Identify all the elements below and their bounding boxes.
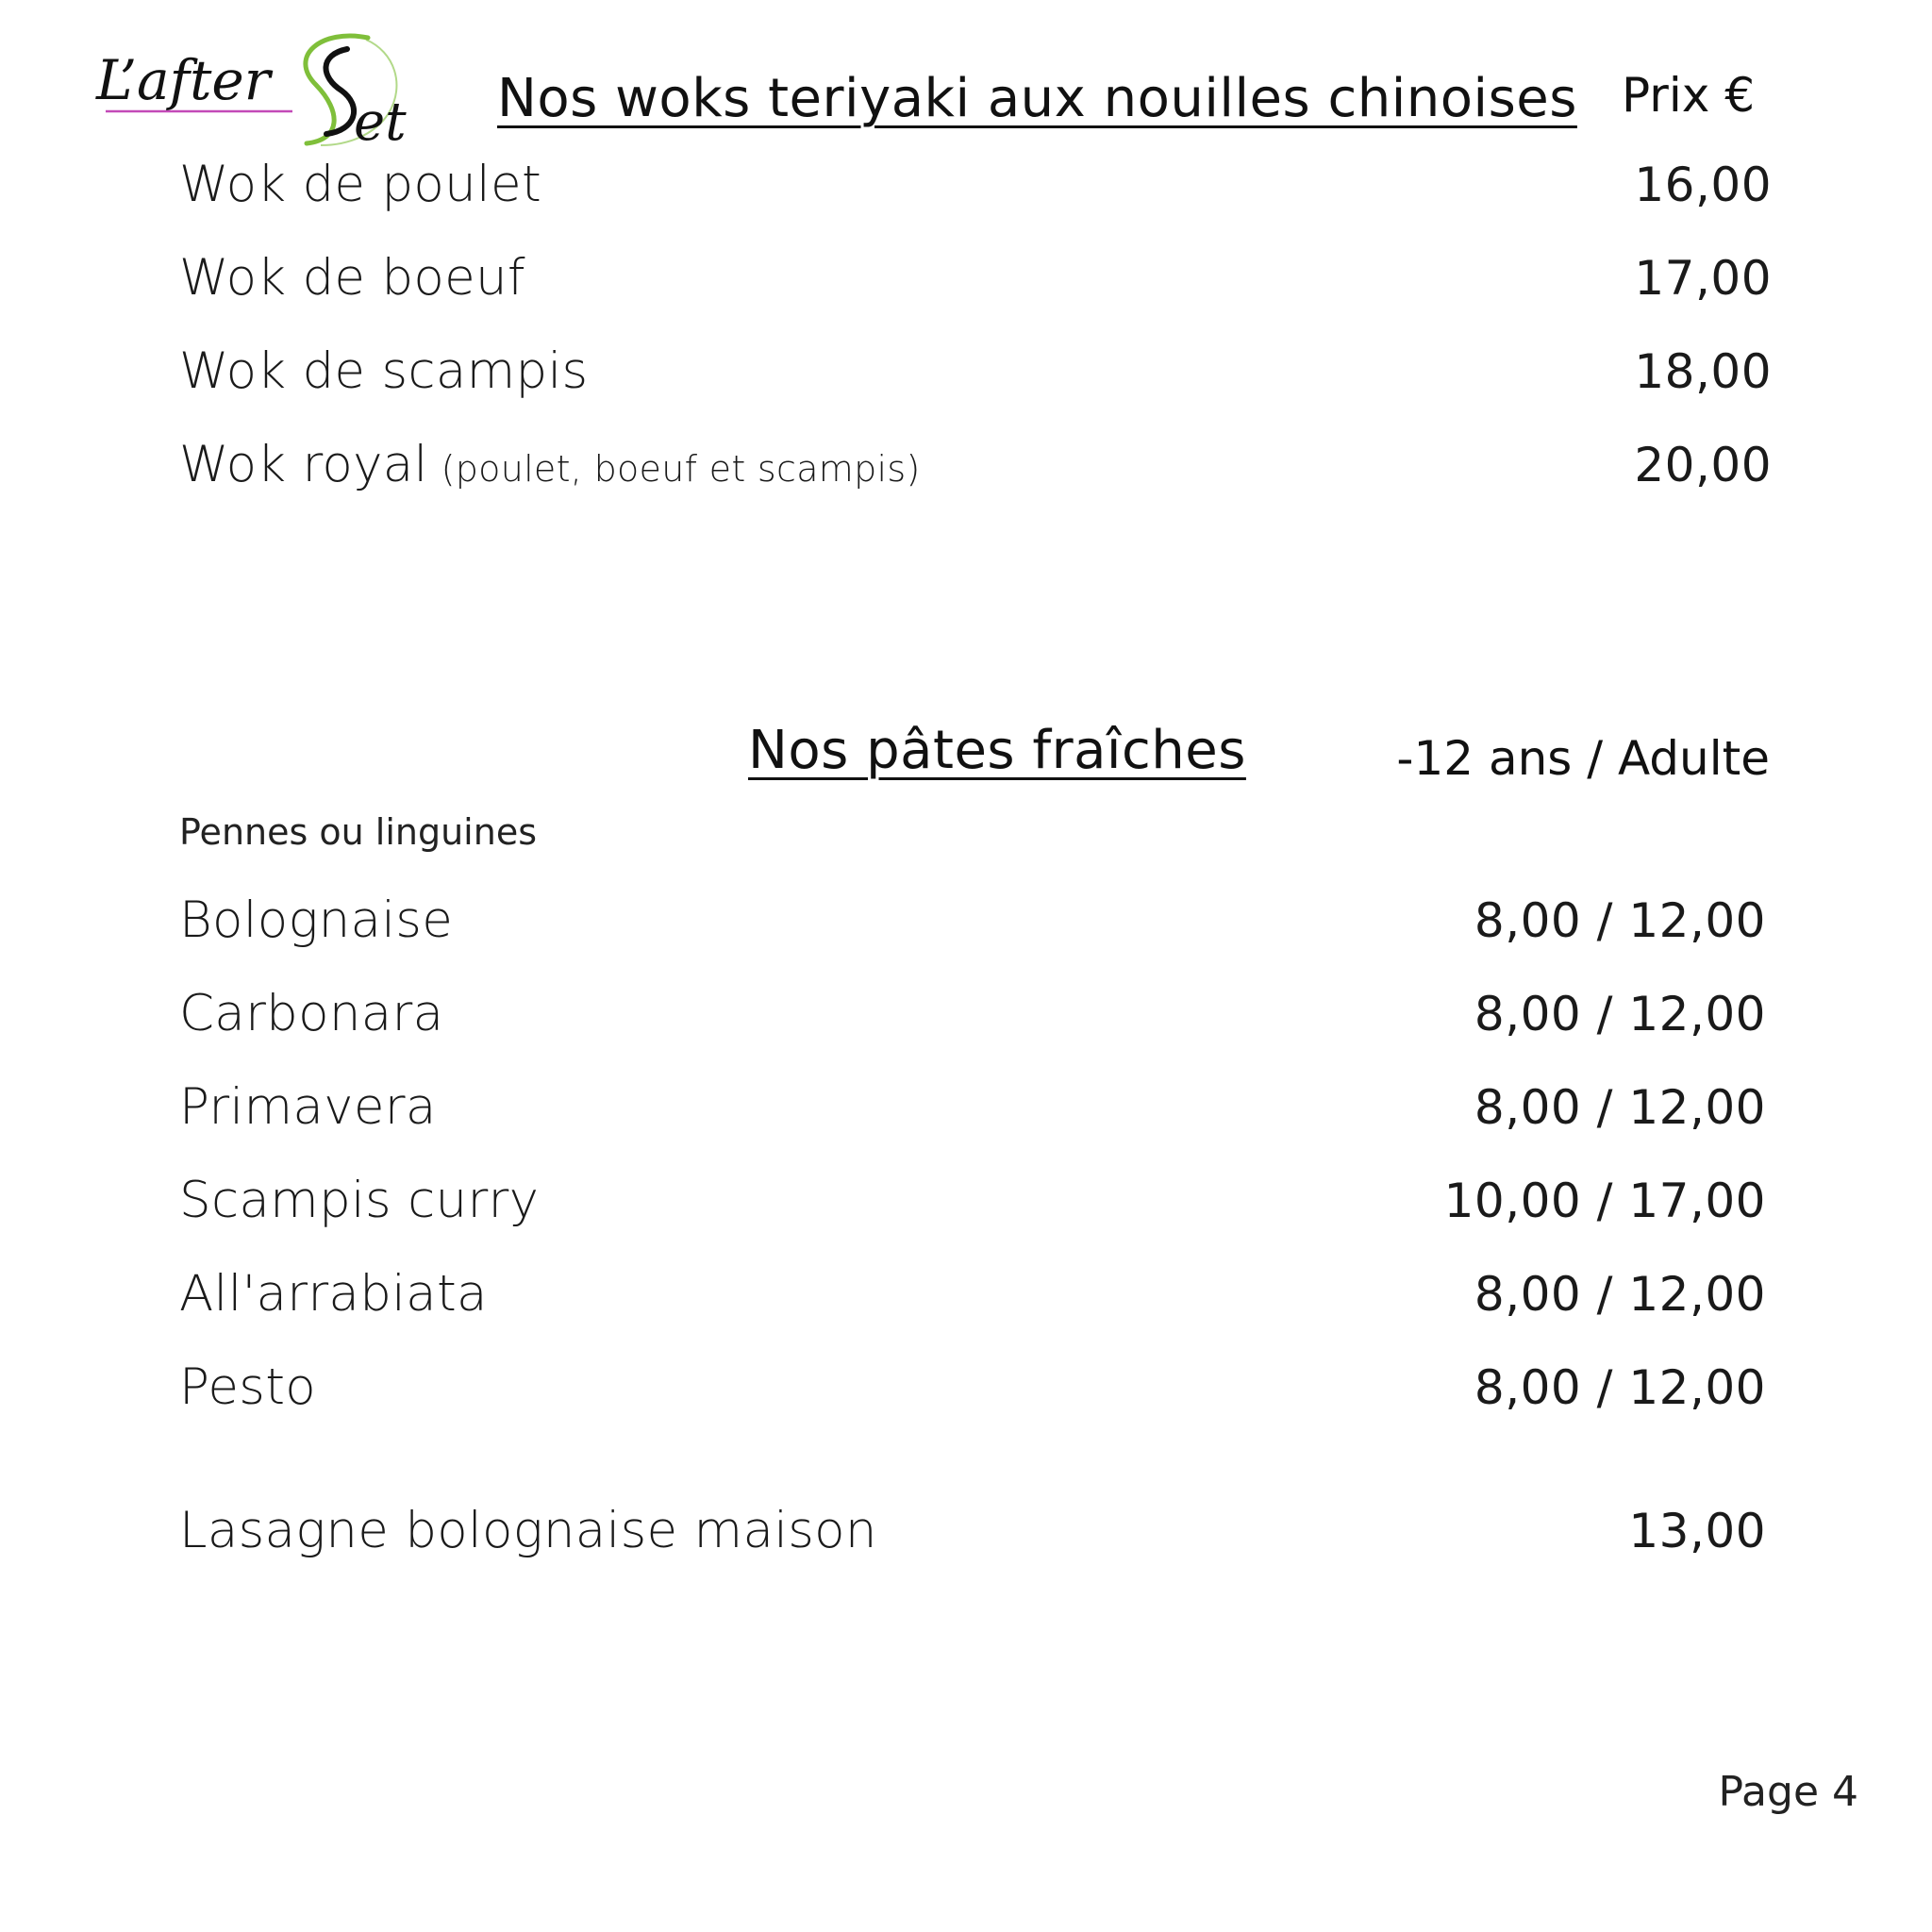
menu-item-row	[179, 985, 1766, 1051]
logo-s-stroke	[325, 49, 354, 134]
logo-text-tail: et	[354, 92, 407, 151]
woks-price-header: Prix €	[1621, 68, 1755, 123]
menu-item-price: 8,00 / 12,00	[1474, 1267, 1766, 1322]
menu-item-row	[179, 1502, 1766, 1568]
menu-item-row	[179, 436, 1772, 502]
menu-item-price: 8,00 / 12,00	[1474, 987, 1766, 1041]
menu-item-name: Wok royal (poulet, boeuf et scampis)	[179, 436, 921, 493]
menu-item-name: Pesto	[179, 1358, 316, 1416]
menu-item-name: Wok de poulet	[179, 156, 542, 213]
logo-text-main: L’after	[96, 48, 271, 112]
menu-item-row	[179, 1078, 1766, 1144]
restaurant-logo	[94, 28, 434, 151]
menu-item-price: 17,00	[1634, 251, 1772, 306]
menu-item-name: Wok de boeuf	[179, 249, 525, 307]
menu-item-price: 18,00	[1634, 344, 1772, 399]
woks-section-title: Nos woks teriyaki aux nouilles chinoises	[497, 68, 1577, 129]
pasta-subnote: Pennes ou linguines	[179, 811, 537, 853]
menu-item-name: Primavera	[179, 1078, 437, 1136]
menu-item-price: 16,00	[1634, 158, 1772, 212]
menu-item-name: Scampis curry	[179, 1172, 540, 1229]
menu-item-name: All'arrabiata	[179, 1265, 488, 1323]
menu-item-price: 13,00	[1628, 1504, 1766, 1558]
menu-item-row	[179, 249, 1772, 315]
menu-item-name: Bolognaise	[179, 891, 454, 949]
menu-item-row	[179, 1358, 1766, 1424]
menu-item-name: Lasagne bolognaise maison	[179, 1502, 877, 1559]
menu-item-price: 20,00	[1634, 438, 1772, 492]
menu-item-row	[179, 342, 1772, 408]
pasta-price-header: -12 ans / Adulte	[1396, 731, 1770, 786]
menu-item-row	[179, 156, 1772, 222]
menu-item-row	[179, 1172, 1766, 1238]
menu-item-name: Wok de scampis	[179, 342, 589, 400]
menu-item-row	[179, 891, 1766, 958]
menu-item-note: (poulet, boeuf et scampis)	[441, 448, 921, 490]
menu-item-price: 8,00 / 12,00	[1474, 893, 1766, 948]
logo-graphic	[94, 28, 434, 151]
menu-item-price: 8,00 / 12,00	[1474, 1360, 1766, 1415]
page-number: Page 4	[1718, 1768, 1858, 1816]
menu-item-row	[179, 1265, 1766, 1331]
menu-item-price: 8,00 / 12,00	[1474, 1080, 1766, 1135]
pasta-section-title: Nos pâtes fraîches	[748, 720, 1246, 781]
menu-item-name: Carbonara	[179, 985, 444, 1042]
menu-item-price: 10,00 / 17,00	[1443, 1174, 1766, 1228]
